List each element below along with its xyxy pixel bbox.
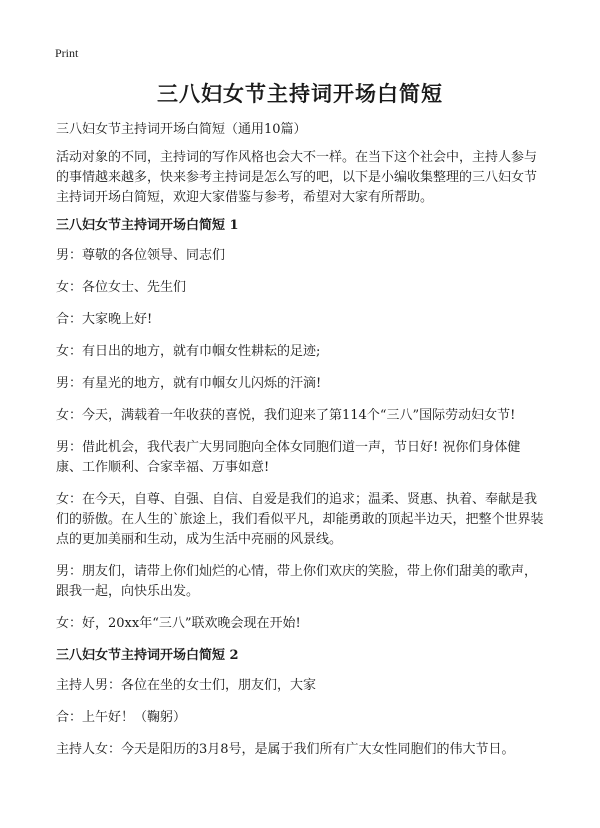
article-subtitle: 三八妇女节主持词开场白简短（通用10篇） [56,122,307,137]
dialogue-line: 合：上午好！（鞠躬） [56,710,187,725]
section-1 [56,216,546,634]
print-link[interactable]: Print [55,46,79,60]
section-2 [56,646,546,760]
dialogue-line: 男：有星光的地方，就有巾帼女儿闪烁的汗滴! [56,376,322,391]
article-intro: 活动对象的不同，主持词的写作风格也会大不一样。在当下这个社会中，主持人参与的事情越来越多，快来参考主持词是怎么写的吧，以下是小编收集整理的三八妇女节主持词开场白简短，欢迎大家借鉴与参考，希望对大家有所帮助。 [56,150,538,205]
dialogue-line: 女：有日出的地方，就有巾帼女性耕耘的足迹; [56,344,321,359]
article-body [56,120,546,772]
dialogue-line: 主持人女：今天是阳历的3月8号，是属于我们所有广大女性同胞们的伟大节日。 [56,742,515,757]
dialogue-line: 合：大家晚上好! [56,312,153,327]
dialogue-line: 女：各位女士、先生们 [56,280,187,295]
section-heading: 三八妇女节主持词开场白简短 1 [56,218,239,233]
dialogue-line: 男：尊敬的各位领导、同志们 [56,248,226,263]
section-heading: 三八妇女节主持词开场白简短 2 [56,648,239,663]
dialogue-line: 女：今天，满载着一年收获的喜悦，我们迎来了第114个“三八”国际劳动妇女节! [56,408,516,423]
page-title: 三八妇女节主持词开场白简短 [157,81,443,106]
dialogue-line: 女：在今天，自尊、自强、自信、自爱是我们的追求；温柔、贤惠、执着、奉献是我们的骄傲。在人生的`旅途上，我们看似平凡，却能勇敢的顶起半边天，把整个世界装点的更加美丽和生动，成为生活中亮丽的风景线。 [56,492,544,547]
dialogue-line: 男：借此机会，我代表广大男同胞向全体女同胞们道一声，节日好! 祝你们身体健康、工作顺利、合家幸福、万事如意! [56,440,521,475]
dialogue-line: 女：好，20xx年“三八”联欢晚会现在开始! [56,616,301,631]
dialogue-line: 主持人男：各位在坐的女士们，朋友们，大家 [56,678,317,693]
dialogue-line: 男：朋友们，请带上你们灿烂的心情，带上你们欢庆的笑脸，带上你们甜美的歌声，跟我一起，向快乐出发。 [56,564,538,599]
